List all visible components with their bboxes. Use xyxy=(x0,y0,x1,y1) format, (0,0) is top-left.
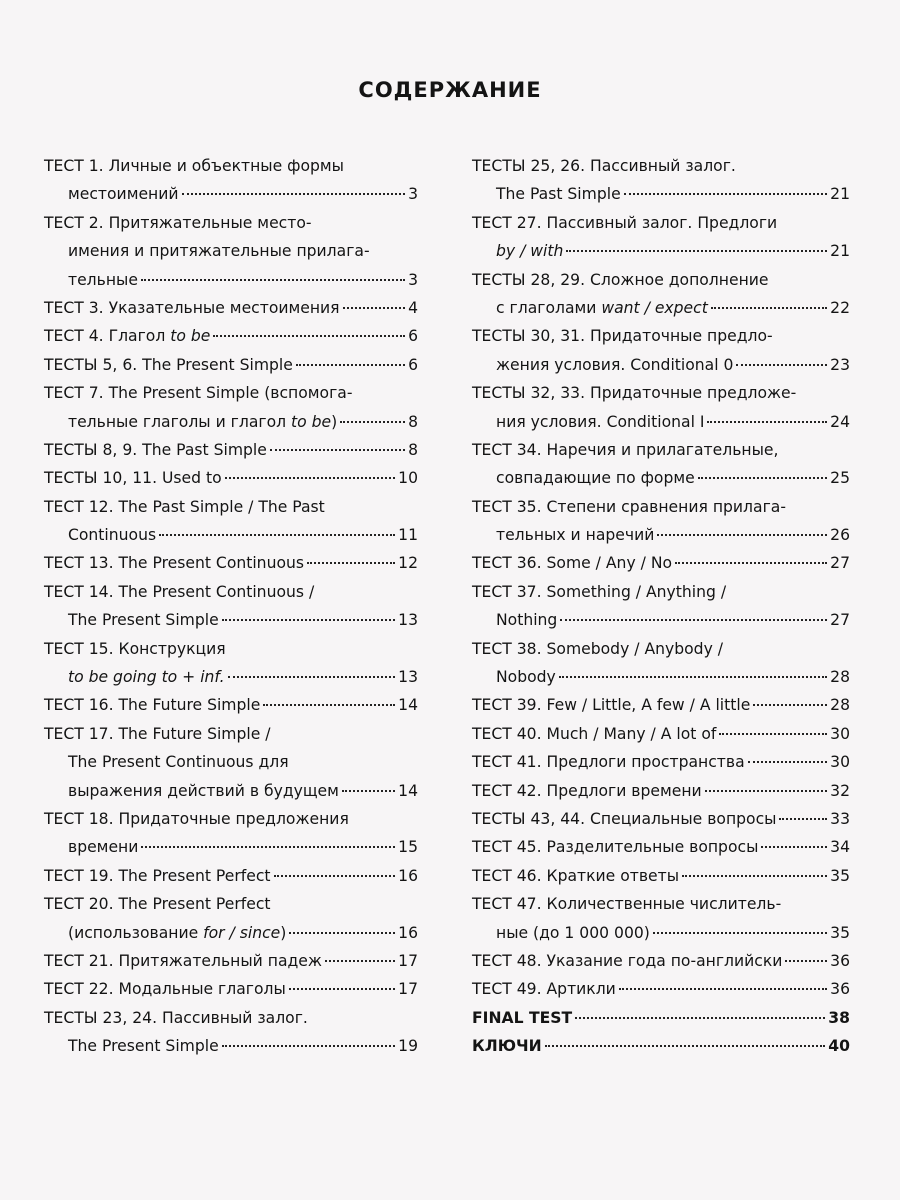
toc-entry xyxy=(44,805,418,862)
toc-entry xyxy=(472,777,850,805)
toc-page-number: 30 xyxy=(830,753,850,772)
dot-leader xyxy=(274,875,396,877)
toc-entry-title: The Past Simple xyxy=(496,185,621,204)
toc-entry xyxy=(44,862,418,890)
toc-entry xyxy=(472,322,850,379)
toc-entry-title: тельных и наречий xyxy=(496,526,655,545)
toc-page-number: 26 xyxy=(830,526,850,545)
dot-leader xyxy=(624,193,827,195)
dot-leader xyxy=(159,534,395,536)
toc-entry xyxy=(472,635,850,692)
toc-entry xyxy=(44,351,418,379)
dot-leader xyxy=(675,562,827,564)
toc-entry-title: ТЕСТЫ 30, 31. Придаточные предло- xyxy=(472,327,773,346)
dot-leader xyxy=(225,477,395,479)
toc-entry-title: Nothing xyxy=(496,611,558,630)
toc-page-number: 13 xyxy=(398,611,418,630)
toc-entry xyxy=(44,493,418,550)
toc-right-column xyxy=(472,152,850,1061)
toc-page-number: 11 xyxy=(398,526,418,545)
dot-leader xyxy=(213,335,405,337)
dot-leader xyxy=(222,1045,395,1047)
toc-entry-title: ТЕСТ 22. Модальные глаголы xyxy=(44,980,286,999)
dot-leader xyxy=(222,619,395,621)
dot-leader xyxy=(707,421,827,423)
toc-entry xyxy=(472,549,850,577)
toc-entry xyxy=(472,578,850,635)
page-title: СОДЕРЖАНИЕ xyxy=(358,78,542,102)
toc-page-number: 12 xyxy=(398,554,418,573)
dot-leader xyxy=(753,704,827,706)
toc-entry-title: времени xyxy=(68,838,139,857)
toc-entry-title: тельные глаголы и глагол to be) xyxy=(68,412,338,431)
dot-leader xyxy=(289,988,395,990)
toc-entry-title: ТЕСТЫ 10, 11. Used to xyxy=(44,469,222,488)
toc-entry-title: ТЕСТ 27. Пассивный залог. Предлоги xyxy=(472,213,778,232)
toc-entry xyxy=(472,691,850,719)
dot-leader xyxy=(342,790,395,792)
toc-page-number: 21 xyxy=(830,185,850,204)
toc-entry xyxy=(44,975,418,1003)
toc-entry xyxy=(472,379,850,436)
dot-leader xyxy=(340,421,405,423)
toc-page-number: 34 xyxy=(830,838,850,857)
toc-entry-title: КЛЮЧИ xyxy=(472,1037,542,1056)
dot-leader xyxy=(296,364,405,366)
toc-entry-title: ТЕСТ 12. The Past Simple / The Past xyxy=(44,497,325,516)
dot-leader xyxy=(711,307,827,309)
dot-leader xyxy=(736,364,827,366)
toc-entry-title: ТЕСТ 46. Краткие ответы xyxy=(472,866,680,885)
toc-page-number: 33 xyxy=(830,809,850,828)
toc-page-number: 17 xyxy=(398,951,418,970)
toc-entry-title: ния условия. Conditional I xyxy=(496,412,705,431)
toc-page-number: 3 xyxy=(408,185,418,204)
toc-page-number: 28 xyxy=(830,668,850,687)
toc-page-number: 38 xyxy=(828,1008,850,1027)
dot-leader xyxy=(343,307,406,309)
toc-page-number: 14 xyxy=(398,696,418,715)
toc-entry-title: ТЕСТЫ 32, 33. Придаточные предложе- xyxy=(472,384,797,403)
toc-page-number: 36 xyxy=(830,980,850,999)
toc-entry-title: ТЕСТЫ 43, 44. Специальные вопросы xyxy=(472,809,777,828)
dot-leader xyxy=(545,1045,826,1047)
toc-entry-title: ТЕСТ 47. Количественные числитель- xyxy=(472,895,782,914)
dot-leader xyxy=(575,1017,825,1019)
toc-entry-title: ТЕСТ 48. Указание года по-английски xyxy=(472,951,783,970)
toc-entry-title: (использование for / since) xyxy=(68,923,287,942)
dot-leader xyxy=(748,761,828,763)
toc-entry-title: ТЕСТЫ 25, 26. Пассивный залог. xyxy=(472,157,736,175)
toc-entry xyxy=(44,209,418,294)
toc-left-column xyxy=(44,152,418,1061)
toc-page-number: 30 xyxy=(830,724,850,743)
dot-leader xyxy=(682,875,827,877)
toc-entry-title: ТЕСТЫ 23, 24. Пассивный залог. xyxy=(44,1008,308,1027)
toc-entry xyxy=(472,493,850,550)
toc-entry-title: ТЕСТ 49. Артикли xyxy=(472,980,616,999)
toc-page-number: 10 xyxy=(398,469,418,488)
dot-leader xyxy=(228,676,396,678)
toc-page-number: 40 xyxy=(828,1037,850,1056)
dot-leader xyxy=(698,477,827,479)
dot-leader xyxy=(325,960,395,962)
toc-entry-title: to be going to + inf. xyxy=(68,668,225,687)
dot-leader xyxy=(705,790,827,792)
dot-leader xyxy=(307,562,395,564)
toc-entry-title: совпадающие по форме xyxy=(496,469,695,488)
dot-leader xyxy=(270,449,405,451)
dot-leader xyxy=(761,846,827,848)
toc-entry xyxy=(472,436,850,493)
toc-entry-title: ТЕСТЫ 8, 9. The Past Simple xyxy=(44,440,267,459)
toc-page-number: 35 xyxy=(830,923,850,942)
toc-entry-title: FINAL TEST xyxy=(472,1008,573,1027)
toc-entry-title: ТЕСТ 45. Разделительные вопросы xyxy=(472,838,759,857)
toc-entry xyxy=(44,294,418,322)
toc-page-number: 36 xyxy=(830,951,850,970)
toc-entry-title: имения и притяжательные прилага- xyxy=(68,242,370,261)
dot-leader xyxy=(182,193,406,195)
toc-entry xyxy=(44,1004,418,1061)
toc-entry-title: ТЕСТ 21. Притяжательный падеж xyxy=(44,951,322,970)
dot-leader xyxy=(560,619,827,621)
dot-leader xyxy=(653,932,827,934)
toc-entry-title: с глаголами want / expect xyxy=(496,298,708,317)
toc-entry xyxy=(472,805,850,833)
toc-entry xyxy=(44,322,418,350)
toc-entry-title: Continuous xyxy=(68,526,157,545)
toc-entry-title: by / with xyxy=(496,242,564,261)
toc-entry-title: ТЕСТ 18. Придаточные предложения xyxy=(44,809,349,828)
toc-entry-title: ТЕСТ 37. Something / Anything / xyxy=(472,582,727,601)
toc-page-number: 8 xyxy=(408,412,418,431)
toc-entry xyxy=(472,748,850,776)
toc-entry-title: ТЕСТ 20. The Present Perfect xyxy=(44,895,271,914)
toc-entry xyxy=(472,266,850,323)
toc-entry xyxy=(44,152,418,209)
toc-entry xyxy=(44,379,418,436)
toc-entry xyxy=(44,890,418,947)
toc-entry-title: ТЕСТ 39. Few / Little, A few / A little xyxy=(472,696,751,715)
dot-leader xyxy=(785,960,827,962)
toc-entry-title: ТЕСТ 36. Some / Any / No xyxy=(472,554,673,573)
toc-entry xyxy=(472,862,850,890)
dot-leader xyxy=(657,534,827,536)
toc-page-number: 3 xyxy=(408,270,418,289)
toc-entry-title: ТЕСТ 17. The Future Simple / xyxy=(44,724,271,743)
toc-entry-title: тельные xyxy=(68,270,138,289)
toc-entry-title: ТЕСТ 2. Притяжательные место- xyxy=(44,213,312,232)
toc-page-number: 8 xyxy=(408,440,418,459)
toc-entry-title: жения условия. Conditional 0 xyxy=(496,355,734,374)
toc-entry-title: ТЕСТ 1. Личные и объектные формы xyxy=(44,157,344,175)
toc-entry xyxy=(472,890,850,947)
toc-entry xyxy=(472,1004,850,1032)
toc-entry-title: The Present Simple xyxy=(68,611,219,630)
toc-entry-title: The Present Simple xyxy=(68,1037,219,1056)
toc-entry xyxy=(44,549,418,577)
toc-entry-title: Nobody xyxy=(496,668,556,687)
toc-page-number: 27 xyxy=(830,611,850,630)
toc-entry xyxy=(44,691,418,719)
dot-leader xyxy=(719,733,827,735)
toc-entry-title: выражения действий в будущем xyxy=(68,781,339,800)
toc-page-number: 4 xyxy=(408,298,418,317)
dot-leader xyxy=(559,676,827,678)
toc-entry-title: ТЕСТ 42. Предлоги времени xyxy=(472,781,702,800)
toc-entry-title: ТЕСТ 16. The Future Simple xyxy=(44,696,261,715)
toc-entry xyxy=(472,152,850,209)
toc-entry xyxy=(44,436,418,464)
dot-leader xyxy=(263,704,395,706)
toc-entry-title: местоимений xyxy=(68,185,179,204)
dot-leader xyxy=(619,988,827,990)
toc-page-number: 25 xyxy=(830,469,850,488)
dot-leader xyxy=(141,279,405,281)
toc-entry xyxy=(44,578,418,635)
toc-entry-title: ТЕСТ 3. Указательные местоимения xyxy=(44,298,340,317)
toc-entry-title: ТЕСТ 4. Глагол to be xyxy=(44,327,211,346)
toc-entry xyxy=(472,209,850,266)
toc-page-number: 19 xyxy=(398,1037,418,1056)
toc-entry-title: ТЕСТ 40. Much / Many / A lot of xyxy=(472,724,717,743)
toc-entry-title: ные (до 1 000 000) xyxy=(496,923,650,942)
toc-entry xyxy=(472,833,850,861)
toc-entry-title: ТЕСТ 34. Наречия и прилагательные, xyxy=(472,440,779,459)
toc-page-number: 17 xyxy=(398,980,418,999)
toc-entry-title: ТЕСТ 19. The Present Perfect xyxy=(44,866,271,885)
toc-page-number: 24 xyxy=(830,412,850,431)
toc-entry xyxy=(44,720,418,805)
toc-entry xyxy=(44,464,418,492)
toc-entry-title: ТЕСТ 35. Степени сравнения прилага- xyxy=(472,497,786,516)
toc-entry-title: ТЕСТ 38. Somebody / Anybody / xyxy=(472,639,724,658)
toc-entry xyxy=(44,947,418,975)
toc-page-number: 16 xyxy=(398,923,418,942)
dot-leader xyxy=(779,818,827,820)
toc-entry xyxy=(472,1032,850,1060)
toc-page-number: 27 xyxy=(830,554,850,573)
toc-entry-title: ТЕСТ 7. The Present Simple (вспомога- xyxy=(44,384,353,403)
toc-entry xyxy=(44,635,418,692)
toc-entry-title: ТЕСТЫ 28, 29. Сложное дополнение xyxy=(472,270,769,289)
toc-entry xyxy=(472,720,850,748)
toc-entry xyxy=(472,975,850,1003)
toc-page-number: 16 xyxy=(398,866,418,885)
toc-page-number: 14 xyxy=(398,781,418,800)
toc-page-number: 23 xyxy=(830,355,850,374)
dot-leader xyxy=(141,846,395,848)
toc-entry-title: ТЕСТ 15. Конструкция xyxy=(44,639,226,658)
toc-page-number: 15 xyxy=(398,838,418,857)
toc-page-number: 6 xyxy=(408,355,418,374)
toc-entry-title: ТЕСТ 14. The Present Continuous / xyxy=(44,582,315,601)
toc-entry-title: ТЕСТ 41. Предлоги пространства xyxy=(472,753,745,772)
toc-entry-title: ТЕСТЫ 5, 6. The Present Simple xyxy=(44,355,293,374)
toc-page-number: 22 xyxy=(830,298,850,317)
toc-entry-title: The Present Continuous для xyxy=(68,753,289,772)
toc-page-number: 6 xyxy=(408,327,418,346)
dot-leader xyxy=(289,932,395,934)
toc-page-number: 21 xyxy=(830,242,850,261)
dot-leader xyxy=(566,250,827,252)
toc-entry xyxy=(472,947,850,975)
toc-page-number: 32 xyxy=(830,781,850,800)
toc-page-number: 13 xyxy=(398,668,418,687)
toc-entry-title: ТЕСТ 13. The Present Continuous xyxy=(44,554,304,573)
toc-page-number: 28 xyxy=(830,696,850,715)
toc-page-number: 35 xyxy=(830,866,850,885)
